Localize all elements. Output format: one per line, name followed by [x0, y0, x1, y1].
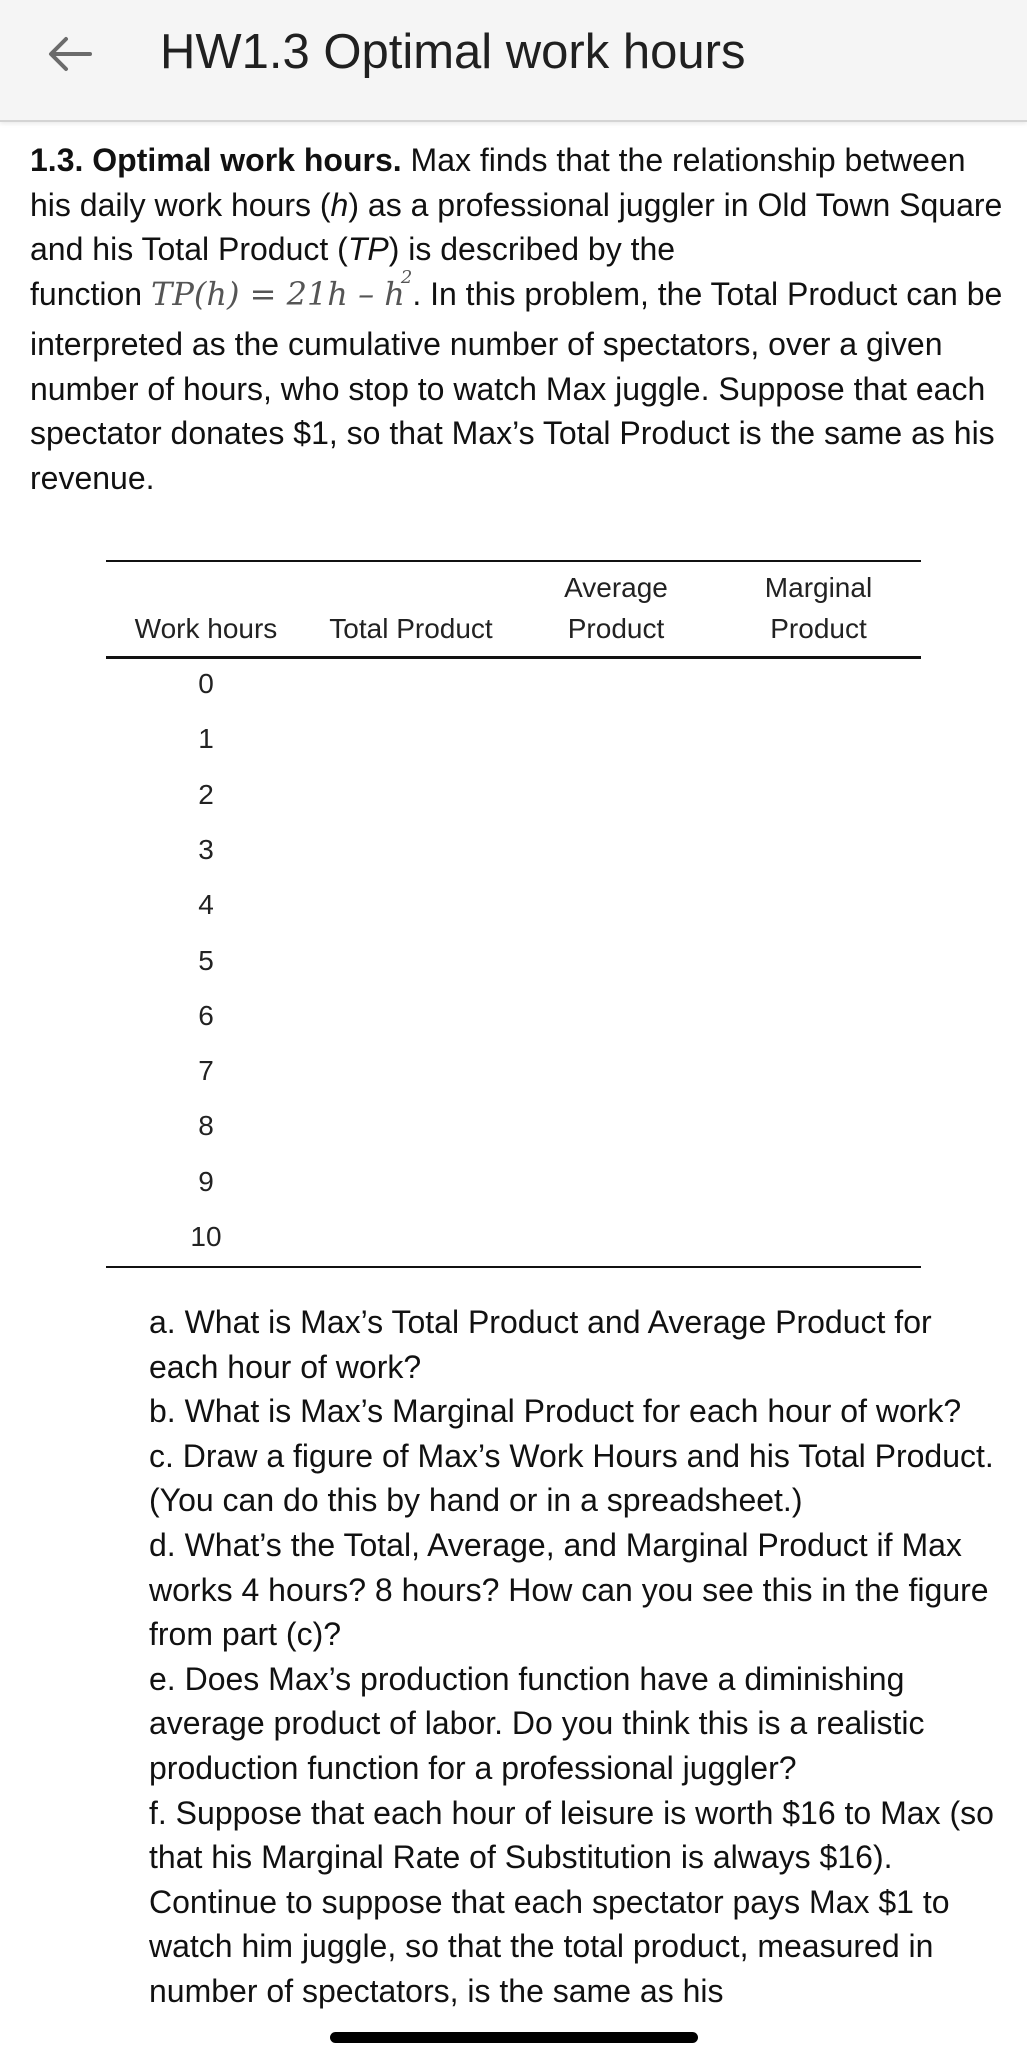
- problem-statement: [30, 138, 1005, 500]
- question-b: b. What is Max’s Marginal Product for each hour of work?: [149, 1393, 962, 1430]
- header-total-product: Total Product: [329, 613, 493, 644]
- variable-h: h: [330, 186, 349, 223]
- hour-cell: 2: [198, 778, 214, 810]
- hour-cell: 3: [198, 833, 214, 865]
- header-work-hours: Work hours: [134, 613, 278, 644]
- table-header-rule: [106, 656, 921, 659]
- header-marginal-product: Marginal Product: [764, 572, 873, 644]
- header-average-product: Average Product: [564, 572, 668, 644]
- question-list: [149, 1300, 1009, 2014]
- home-indicator-bar[interactable]: [330, 2032, 698, 2043]
- arrow-left-icon: [46, 34, 94, 74]
- problem-heading: 1.3. Optimal work hours.: [30, 142, 402, 178]
- variable-tp: TP: [347, 231, 389, 267]
- formula: [150, 266, 413, 313]
- table-top-rule: [106, 560, 921, 562]
- hour-cell: 10: [190, 1221, 222, 1252]
- intro-text: ) as a professional juggler in Old Town Square and his Total Product (: [30, 186, 1003, 267]
- hour-cell: 6: [198, 999, 214, 1031]
- function-label: function: [30, 275, 143, 312]
- table-bottom-rule: [106, 1266, 921, 1268]
- hour-cell: 5: [198, 944, 214, 976]
- page-title: HW1.3 Optimal work hours: [160, 25, 746, 79]
- hour-cell: 9: [198, 1165, 214, 1197]
- formula-expression: TP(h) = 21h – h: [150, 274, 405, 313]
- intro-text: . In this problem, the Total Product can be interpreted as the cumulative number of spectators, over a given number of hours, who stop to watch Max juggle. Suppose that each spectator donates $1, so that Max’s Total Product is the same as his revenue.: [30, 275, 1003, 496]
- question-e: e. Does Max’s production function have a diminishing average product of labor. Do you think this is a realistic production function for a professional juggler?: [149, 1660, 925, 1786]
- hour-cell: 7: [198, 1055, 214, 1087]
- production-table: [106, 560, 921, 1268]
- hour-cell: 1: [198, 723, 214, 755]
- question-d: d. What’s the Total, Average, and Marginal Product if Max works 4 hours? 8 hours? How can you see this in the figure from part (c)?: [149, 1526, 989, 1653]
- question-c: c. Draw a figure of Max’s Work Hours and his Total Product. (You can do this by hand or in a spreadsheet.): [149, 1437, 994, 1519]
- problem-paragraph: [30, 138, 1005, 272]
- question-f: f. Suppose that each hour of leisure is worth $16 to Max (so that his Marginal Rate of Substitution is always $16). Continue to suppose that each spectator pays Max $1 to watch him juggle, so that the total product, measured in number of spectators, is the same as his: [149, 1794, 994, 2009]
- app-header: [0, 0, 1027, 122]
- intro-text: Max finds that the relationship between his daily work hours (: [30, 142, 966, 223]
- back-button[interactable]: [38, 22, 102, 86]
- hour-cell: 4: [198, 889, 214, 921]
- formula-exponent: 2: [400, 266, 413, 288]
- intro-text: ) is described by the: [388, 231, 676, 267]
- formula-paragraph: [30, 266, 1005, 501]
- hour-cell: 0: [198, 668, 214, 699]
- question-a: a. What is Max’s Total Product and Average Product for each hour of work?: [149, 1304, 932, 1385]
- hour-cell: 8: [198, 1110, 214, 1142]
